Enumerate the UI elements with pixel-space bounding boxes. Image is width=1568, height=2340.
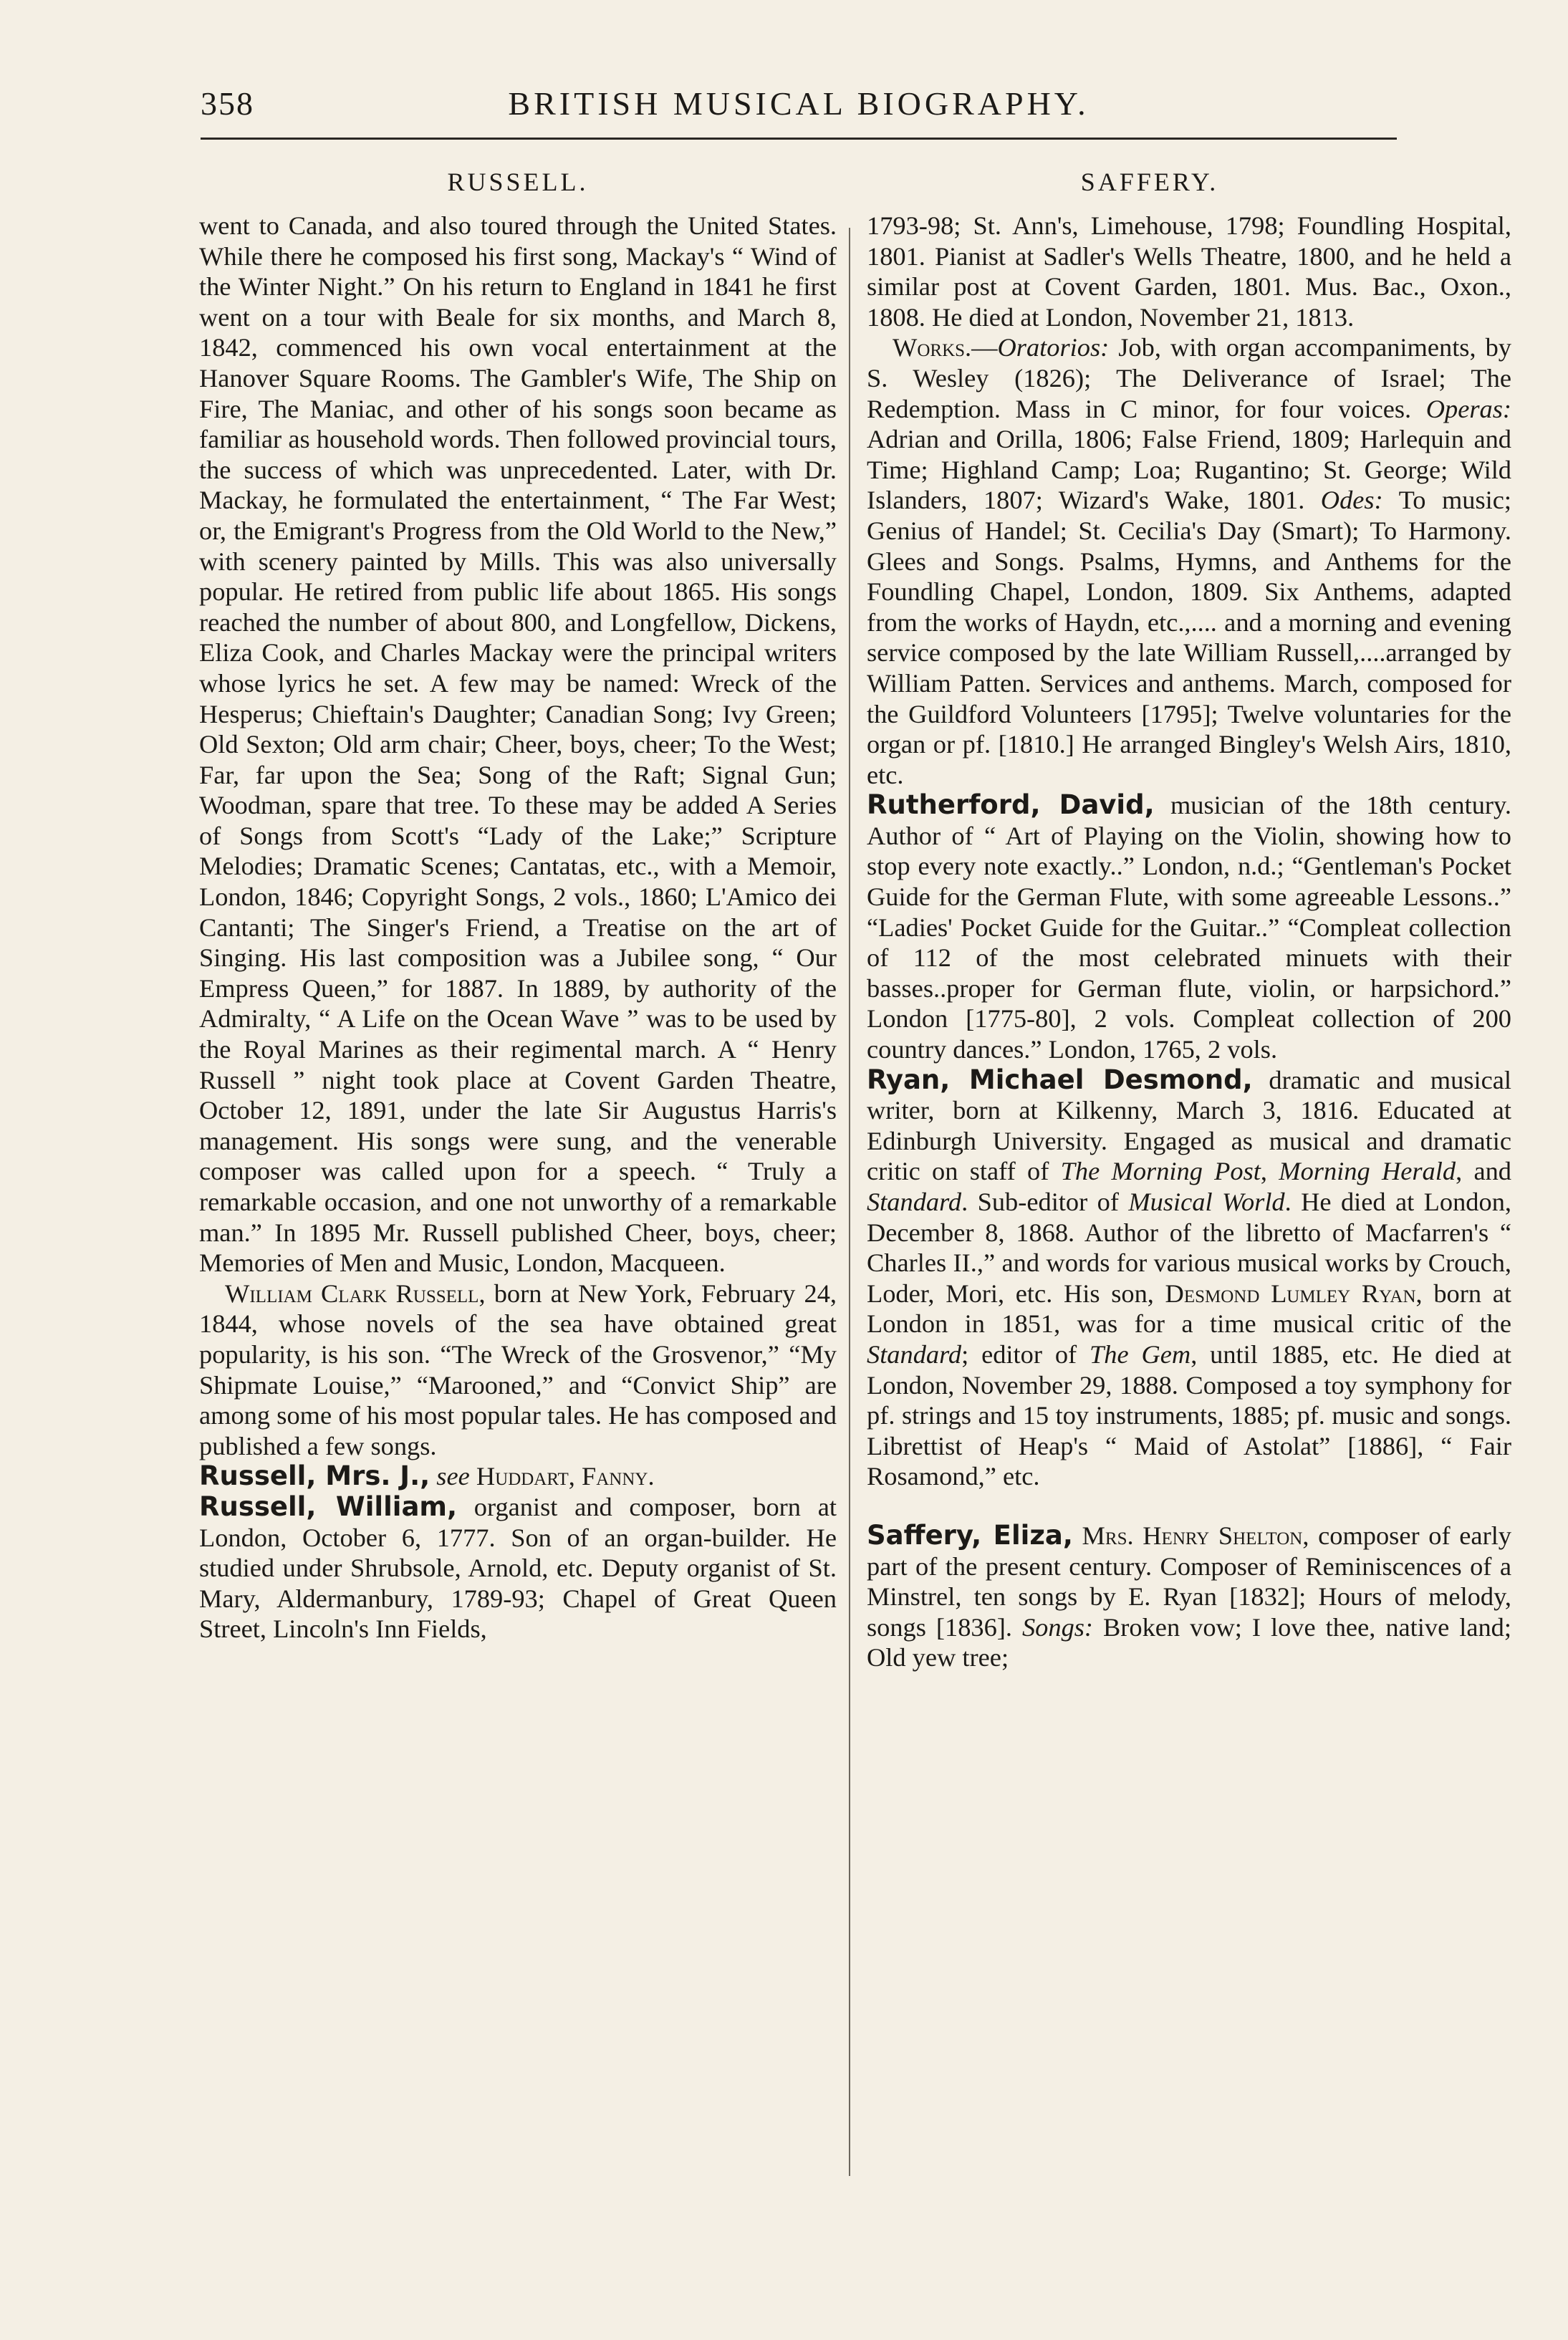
- ryan-comma-2: , and: [1456, 1157, 1511, 1186]
- ryan-the-gem: The Gem: [1090, 1339, 1191, 1369]
- entry-name-russell-mrs-j: Russell, Mrs. J.,: [199, 1460, 431, 1492]
- see-reference-word: see: [430, 1462, 476, 1491]
- ryan-standard: Standard: [867, 1188, 962, 1216]
- saffery-married-name: Mrs. Henry Shelton,: [1072, 1521, 1309, 1550]
- works-label: Works.: [893, 333, 972, 362]
- entry-ryan-michael-desmond: [867, 1065, 1511, 1492]
- works-dash: —: [971, 333, 998, 362]
- ryan-text-6: , until 1885, etc. He died at London, November 29, 1888. Composed a toy symphony for pf. strings and 15 toy instruments, 1885; pf. music and songs. Librettist of Heap's “ Maid of Astolat” [1886], “ Fair Rosamond,” etc.: [867, 1339, 1511, 1491]
- russell-william-continuation: 1793-98; St. Ann's, Limehouse, 1798; Foundling Hospital, 1801. Pianist at Sadler's Wells Theatre, 1800, and he held a similar post at Covent Garden, 1801. Mus. Bac., Oxon., 1808. He died at London, November 21, 1813.: [867, 211, 1511, 332]
- william-clark-russell-text: born at New York, February 24, 1844, whose novels of the sea have obtained great popularity, is his son. “The Wreck of the Grosvenor,” “My Shipmate Louise,” “Marooned,” and “Convict Ship” are among some of his most popular tales. He has composed and published a few songs.: [199, 1279, 837, 1460]
- column-divider: [849, 228, 850, 2176]
- ryan-text-3: . He died at London, December 8, 1868. Author of the libretto of Macfarren's “ Charles II.,” and words for various musical works by Crouch, Loder, Mori, etc. His son,: [867, 1188, 1511, 1308]
- page-number: 358: [201, 85, 254, 122]
- ryan-standard-2: Standard: [867, 1339, 962, 1369]
- ryan-son-name: Desmond Lumley Ryan,: [1165, 1279, 1423, 1308]
- saffery-songs-label: Songs:: [1021, 1612, 1094, 1642]
- works-odes-text: To music; Genius of Handel; St. Cecilia's Day (Smart); To Harmony. Glees and Songs. Psalms, Hymns, and Anthems for the Foundling Chapel, London, 1809. Six Anthems, adapted from the works of Haydn, etc.,.... and a morning and evening service composed by the late William Russell,....arranged by William Patten. Services and anthems. March, composed for the Guildford Volunteers [1795]; Twelve voluntaries for the organ or pf. [1810.] He arranged Bingley's Welsh Airs, 1810, etc.: [867, 486, 1511, 789]
- page-header: [201, 85, 1397, 127]
- entry-name-ryan-michael-desmond: Ryan, Michael Desmond,: [867, 1064, 1253, 1095]
- entry-rutherford-david: [867, 790, 1511, 1064]
- entry-text-rutherford-david: musician of the 18th century. Author of “ Art of Playing on the Violin, showing how to stop every note exactly..” London, n.d.; “Gentleman's Pocket Guide for the German Flute, with some agreeable Lessons..” “Ladies' Pocket Guide for the Guitar..” “Compleat collection of 112 of the most celebrated minuets with their basses..proper for German flute, violin, or harpsichord.” London [1775-80], 2 vols. Compleat collection of 200 country dances.” London, 1765, 2 vols.: [867, 791, 1511, 1064]
- entry-saffery-eliza: [867, 1521, 1511, 1673]
- works-oratorios-label: Oratorios:: [997, 333, 1110, 362]
- left-column-heading: RUSSELL.: [447, 168, 589, 196]
- ryan-text-4: born at London in 1851, was for a time musical critic of the: [867, 1279, 1511, 1339]
- entry-text-russell-william: organist and composer, born at London, October 6, 1777. Son of an organ-builder. He studied under Shrubsole, Arnold, etc. Deputy organist of St. Mary, Aldermanbury, 1789-93; Chapel of Great Queen Street, Lincoln's Inn Fields,: [199, 1492, 837, 1644]
- entry-russell-william: [199, 1492, 837, 1645]
- cross-reference-huddart: Huddart, Fanny.: [476, 1462, 655, 1491]
- saffery-text-2: Broken vow; I love thee, native land; Old yew tree;: [867, 1612, 1511, 1672]
- works-operas-label: Operas:: [1425, 394, 1511, 423]
- ryan-morning-post: The Morning Post: [1060, 1157, 1261, 1186]
- russell-henry-continuation: went to Canada, and also toured through the United States. While there he composed his first song, Mackay's “ Wind of the Winter Night.” On his return to England in 1841 he first went on a tour with Beale for six months, and March 8, 1842, commenced his own vocal entertainment at the Hanover Square Rooms. The Gambler's Wife, The Ship on Fire, The Maniac, and other of his songs soon became as familiar as household words. Then followed provincial tours, the success of which was unprecedented. Later, with Dr. Mackay, he formulated the entertainment, “ The Far West; or, the Emigrant's Progress from the Old World to the New,” with scenery painted by Mills. This was also universally popular. He retired from public life about 1865. His songs reached the number of about 800, and Longfellow, Dickens, Eliza Cook, and Charles Mackay were the principal writers whose lyrics he set. A few may be named: Wreck of the Hesperus; Chieftain's Daughter; Canadian Song; Ivy Green; Old Sexton; Old arm chair; Cheer, boys, cheer; To the West; Far, far upon the Sea; Song of the Raft; Signal Gun; Woodman, spare that tree. To these may be added A Series of Songs from Scott's “Lady of the Lake;” Scripture Melodies; Dramatic Scenes; Cantatas, etc., with a Memoir, London, 1846; Copyright Songs, 2 vols., 1860; L'Amico dei Cantanti; The Singer's Friend, a Treatise on the art of Singing. His last composition was a Jubilee song, “ Our Empress Queen,” for 1887. In 1889, by authority of the Admiralty, “ A Life on the Ocean Wave ” was to be used by the Royal Marines as their regimental march. A “ Henry Russell ” night took place at Covent Garden Theatre, October 12, 1891, under the late Sir Augustus Harris's management. His songs were sung, and the venerable composer was called upon for a speech. “ Truly a remarkable occasion, and one not unworthy of a remarkable man.” In 1895 Mr. Russell published Cheer, boys, cheer; Memories of Men and Music, London, Macqueen.: [199, 211, 837, 1278]
- works-odes-label: Odes:: [1320, 486, 1383, 515]
- ryan-text-1: dramatic and musical writer, born at Kilkenny, March 3, 1816. Educated at Edinburgh University. Engaged as musical and dramatic critic on staff of: [867, 1065, 1511, 1186]
- ryan-musical-world: Musical World: [1128, 1188, 1285, 1216]
- ryan-text-2: . Sub-editor of: [961, 1188, 1129, 1216]
- ryan-morning-herald: Morning Herald: [1279, 1157, 1456, 1186]
- running-title: BRITISH MUSICAL BIOGRAPHY.: [508, 85, 1090, 122]
- entry-name-saffery-eliza: Saffery, Eliza,: [867, 1519, 1073, 1551]
- works-operas-text: Adrian and Orilla, 1806; False Friend, 1809; Harlequin and Time; Highland Camp; Loa; Rugantino; St. George; Wild Islanders, 1807; Wizard's Wake, 1801.: [867, 425, 1511, 515]
- header-rule: [201, 138, 1397, 140]
- ryan-comma-1: ,: [1260, 1157, 1279, 1186]
- ryan-text-5: ; editor of: [961, 1339, 1090, 1369]
- right-column: [867, 165, 1511, 1673]
- works-paragraph: [867, 332, 1511, 790]
- works-oratorios-text: Job, with organ accompaniments, by S. Wesley (1826); The Deliverance of Israel; The Redemption. Mass in C minor, for four voices.: [867, 333, 1511, 423]
- william-clark-russell-paragraph: [199, 1279, 837, 1462]
- saffery-text-1: composer of early part of the present century. Composer of Reminiscences of a Minstrel, ten songs by E. Ryan [1832]; Hours of melody, songs [1836].: [867, 1521, 1512, 1642]
- entry-name-russell-william: Russell, William,: [199, 1491, 458, 1522]
- right-column-heading: SAFFERY.: [1080, 168, 1219, 196]
- entry-name-rutherford-david: Rutherford, David,: [867, 789, 1155, 821]
- william-clark-russell-name: William Clark Russell,: [225, 1279, 486, 1308]
- left-column: [199, 165, 837, 1645]
- entry-russell-mrs-j: [199, 1461, 837, 1492]
